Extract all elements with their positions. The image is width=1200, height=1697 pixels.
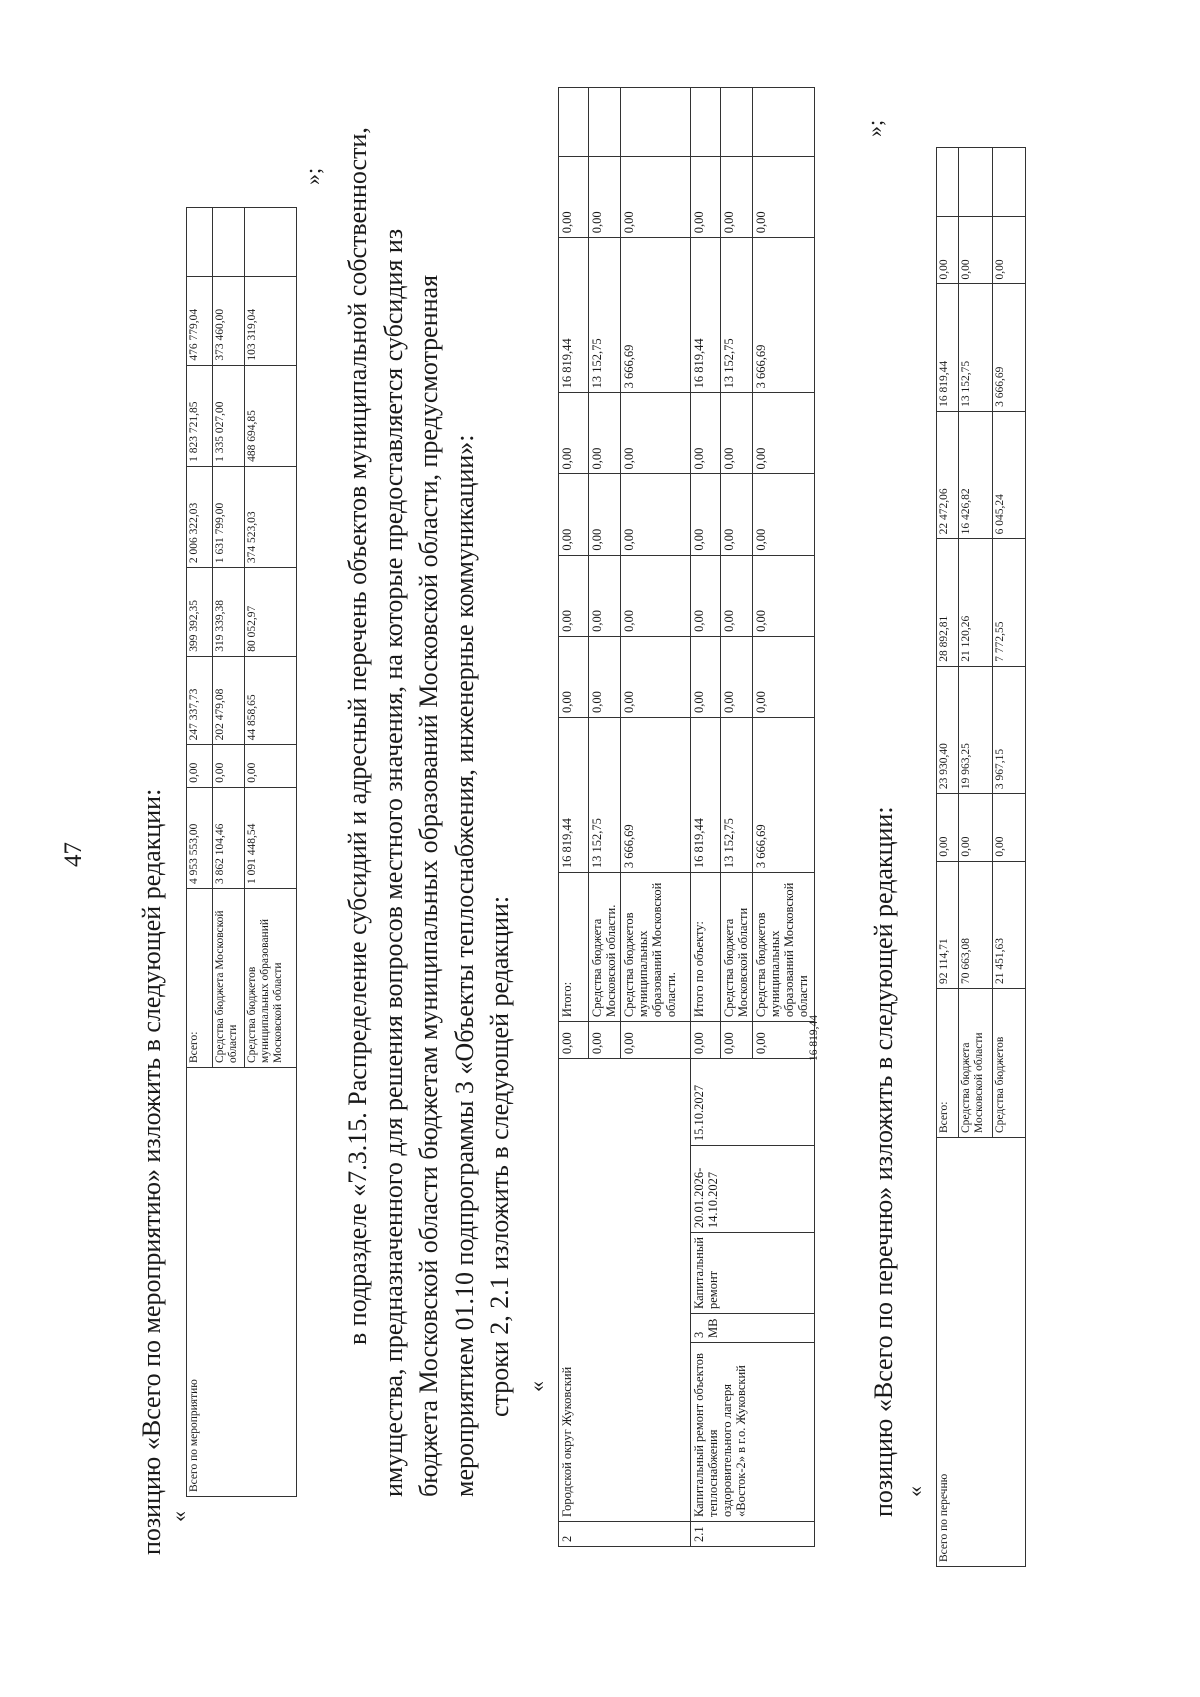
row21-date: 15.10.2027 — [691, 1059, 815, 1146]
paragraph-line: мероприятием 01.10 подпрограммы 3 «Объекты теплоснабжения, инженерные коммуникации»: — [449, 434, 479, 1497]
instruction-line-1: позицию «Всего по мероприятию» изложить в следующей редакции: — [137, 788, 166, 1555]
table1-cell: 44 858,65 — [245, 656, 297, 745]
row21-empty-cell — [721, 88, 753, 157]
row21-first-value: 0,00 — [721, 1022, 753, 1059]
table3-cell: 0,00 — [993, 794, 1026, 861]
close-quote-1: »; — [300, 167, 325, 185]
table3-cell: 92 114,71 — [937, 861, 959, 988]
row21-cell: 0,00 — [691, 157, 721, 238]
row2-cell: 0,00 — [559, 555, 589, 636]
close-quote-2: »; — [862, 119, 887, 137]
body-paragraph — [340, 127, 518, 1497]
row21-cell: 0,00 — [753, 474, 815, 555]
row2-name: Городской округ Жуковский — [559, 1059, 691, 1522]
table3-cell: 0,00 — [993, 217, 1026, 285]
row21-cell: 16 819,44 — [691, 717, 721, 872]
row2-cell: 13 152,75 — [589, 717, 621, 872]
table3-row-name: Средства бюджетов — [993, 989, 1026, 1138]
table-total-by-measure — [186, 207, 297, 1497]
table1-cell: 4 953 553,00 — [187, 787, 213, 888]
table3-cell: 70 663,08 — [958, 861, 993, 988]
table3-cell: 0,00 — [958, 794, 993, 861]
table1-cell: 0,00 — [245, 745, 297, 787]
table3-cell: 0,00 — [958, 217, 993, 285]
table1-cell: 1 823 721,85 — [187, 365, 213, 466]
table1-cell: 476 779,04 — [187, 277, 213, 366]
table1-cell: 2 006 322,03 — [187, 466, 213, 567]
row21-cell: 0,00 — [753, 157, 815, 238]
row21-cell: 13 152,75 — [721, 717, 753, 872]
table1-empty-cell — [213, 208, 245, 277]
table3-cell: 16 819,44 — [937, 284, 959, 411]
instruction-line-2: позицию «Всего по перечню» изложить в следующей редакции: — [869, 806, 898, 1517]
row2-cell: 0,00 — [621, 636, 691, 717]
row21-source: Итого по объекту: — [691, 873, 721, 1022]
table3-row-name: Средства бюджета Московской области — [958, 989, 993, 1138]
table1-row-name: Средства бюджета Московской области — [213, 889, 245, 1068]
table3-empty-cell — [937, 148, 959, 217]
row2-number: 2 — [559, 1522, 691, 1547]
row2-first-value: 0,00 — [589, 1022, 621, 1059]
table1-cell: 0,00 — [187, 745, 213, 787]
row2-first-value: 0,00 — [559, 1022, 589, 1059]
table3-cell: 0,00 — [937, 217, 959, 285]
row2-cell: 0,00 — [621, 474, 691, 555]
row2-cell: 16 819,44 — [559, 717, 589, 872]
row2-cell: 0,00 — [589, 157, 621, 238]
table3-cell: 28 892,81 — [937, 539, 959, 666]
row21-cell: 16 819,44 — [691, 238, 721, 393]
table3-cell: 13 152,75 — [958, 284, 993, 411]
row21-power: 3 МВ — [691, 1314, 815, 1343]
table1-cell: 0,00 — [213, 745, 245, 787]
table3-label: Всего по перечню — [937, 1138, 1026, 1567]
row21-empty-cell — [753, 88, 815, 157]
row2-cell: 0,00 — [621, 157, 691, 238]
row21-cell: 13 152,75 — [721, 238, 753, 393]
paragraph-line: бюджета Московской области бюджетам муниципальных образований Московской области, предусмотренная — [414, 274, 443, 1497]
row2-source: Средства бюджетов муниципальных образований Московской области. — [621, 873, 691, 1022]
table3-cell: 19 963,25 — [958, 666, 993, 793]
row2-empty-cell — [621, 88, 691, 157]
row21-cell: 3 666,69 — [753, 717, 815, 872]
table1-cell: 488 694,85 — [245, 365, 297, 466]
table3-cell: 16 426,82 — [958, 411, 993, 538]
row2-empty-cell — [559, 88, 589, 157]
table3-empty-cell — [958, 148, 993, 217]
table-object-rows — [558, 87, 815, 1547]
page-number: 47 — [60, 842, 87, 867]
row21-cell: 0,00 — [721, 636, 753, 717]
table3-cell: 21 120,26 — [958, 539, 993, 666]
table1-cell: 319 339,38 — [213, 568, 245, 657]
table1-cell: 103 319,04 — [245, 277, 297, 366]
paragraph-line: строки 2, 2.1 изложить в следующей редакции: — [485, 895, 514, 1417]
row2-cell: 0,00 — [589, 636, 621, 717]
row21-cell: 0,00 — [753, 555, 815, 636]
table1-cell: 399 392,35 — [187, 568, 213, 657]
table3-cell: 3 967,15 — [993, 666, 1026, 793]
table-total-by-list — [936, 147, 1026, 1567]
row21-cell: 0,00 — [721, 393, 753, 474]
row21-cell: 0,00 — [721, 555, 753, 636]
table3-empty-cell — [993, 148, 1026, 217]
row21-cell: 0,00 — [691, 393, 721, 474]
row21-number: 2.1 — [691, 1522, 815, 1547]
row2-cell: 0,00 — [559, 474, 589, 555]
row21-name: Капитальный ремонт объектов теплоснабжения оздоровительного лагеря «Восток-2» в г.о. Жуковский — [691, 1343, 815, 1522]
table1-cell: 3 862 104,46 — [213, 787, 245, 888]
paragraph-line: имущества, предназначенного для решения вопросов местного значения, на которые предоставляется субсидия из — [378, 228, 408, 1497]
table1-cell: 202 479,08 — [213, 656, 245, 745]
open-quote: « — [166, 1511, 191, 1522]
table3-cell: 0,00 — [937, 794, 959, 861]
row21-source: Средства бюджета Московской области — [721, 873, 753, 1022]
row21-period: 20.01.2026-14.10.2027 — [691, 1146, 815, 1233]
row21-empty-cell — [691, 88, 721, 157]
table1-cell: 247 337,73 — [187, 656, 213, 745]
table1-cell: 80 052,97 — [245, 568, 297, 657]
row2-empty-cell — [589, 88, 621, 157]
row21-cell: 0,00 — [721, 474, 753, 555]
table1-cell: 374 523,03 — [245, 466, 297, 567]
row2-cell: 3 666,69 — [621, 717, 691, 872]
row21-cell: 0,00 — [691, 474, 721, 555]
row2-source: Итого: — [559, 873, 589, 1022]
table1-cell: 1 091 448,54 — [245, 787, 297, 888]
row21-cell: 0,00 — [691, 636, 721, 717]
table3-cell: 23 930,40 — [937, 666, 959, 793]
table3-cell: 6 045,24 — [993, 411, 1026, 538]
row2-cell: 0,00 — [559, 157, 589, 238]
table3-cell: 21 451,63 — [993, 861, 1026, 988]
row21-first-value: 0,00 — [691, 1022, 721, 1059]
table1-row-name: Средства бюджетов муниципальных образований Московской области — [245, 889, 297, 1068]
row2-cell: 13 152,75 — [589, 238, 621, 393]
row21-cost: 16 819,44 — [808, 1015, 820, 1061]
row2-cell: 16 819,44 — [559, 238, 589, 393]
table3-row-name: Всего: — [937, 989, 959, 1138]
row2-cell: 0,00 — [589, 393, 621, 474]
table3-cell: 7 772,55 — [993, 539, 1026, 666]
row21-cell: 0,00 — [691, 555, 721, 636]
row2-first-value: 0,00 — [621, 1022, 691, 1059]
row2-cell: 0,00 — [589, 474, 621, 555]
row2-cell: 3 666,69 — [621, 238, 691, 393]
row2-source: Средства бюджета Московской области. — [589, 873, 621, 1022]
table1-empty-cell — [245, 208, 297, 277]
row21-first-value: 0,00 — [753, 1022, 815, 1059]
open-quote-2: « — [524, 1381, 549, 1392]
table1-row-name: Всего: — [187, 889, 213, 1068]
paragraph-line: в подразделе «7.3.15. Распределение субсидий и адресный перечень объектов муниципальной собственности, — [343, 127, 372, 1345]
table3-cell: 22 472,06 — [937, 411, 959, 538]
row21-cell: 0,00 — [753, 636, 815, 717]
open-quote-3: « — [902, 1486, 927, 1497]
table1-cell: 1 631 799,00 — [213, 466, 245, 567]
row21-cell: 0,00 — [721, 157, 753, 238]
row21-cell: 0,00 — [753, 393, 815, 474]
row21-cell: 3 666,69 — [753, 238, 815, 393]
row21-work: Капитальный ремонт — [691, 1233, 815, 1314]
table3-cell: 3 666,69 — [993, 284, 1026, 411]
row2-cell: 0,00 — [621, 555, 691, 636]
table1-label: Всего по мероприятию — [187, 1068, 297, 1497]
row2-cell: 0,00 — [559, 393, 589, 474]
table1-empty-cell — [187, 208, 213, 277]
row2-cell: 0,00 — [621, 393, 691, 474]
row21-source: Средства бюджетов муниципальных образований Московской области — [753, 873, 815, 1022]
table1-cell: 1 335 027,00 — [213, 365, 245, 466]
table1-cell: 373 460,00 — [213, 277, 245, 366]
row2-cell: 0,00 — [589, 555, 621, 636]
row2-cell: 0,00 — [559, 636, 589, 717]
